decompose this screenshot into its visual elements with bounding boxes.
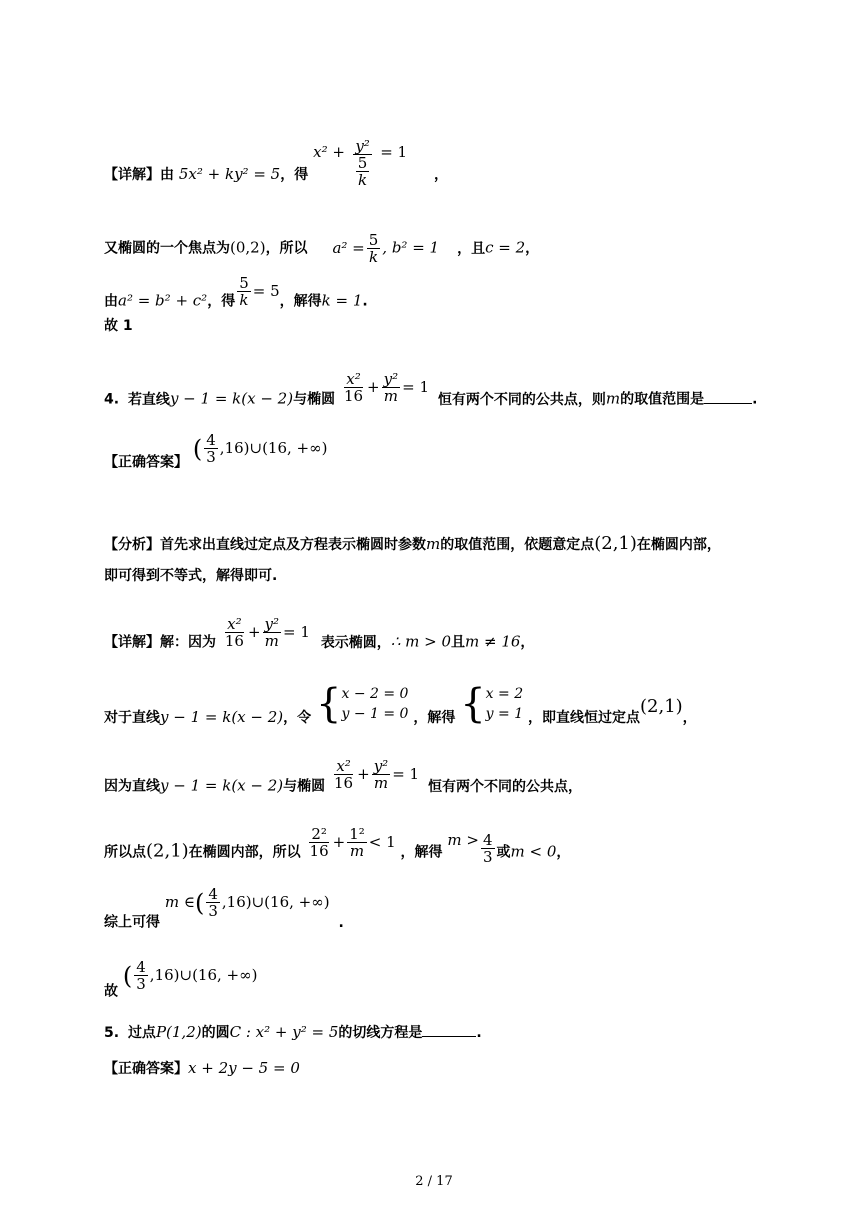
text: ， — [556, 844, 571, 861]
fraction: $\frac{5}{k}$ — [239, 274, 249, 309]
text: . — [338, 914, 344, 931]
text: 又椭圆的一个焦点为 — [104, 240, 230, 257]
text: 故 1 — [104, 318, 133, 334]
text: 且 — [451, 634, 465, 651]
text: ，得 — [280, 167, 309, 183]
answer-blank — [422, 1022, 476, 1037]
question-4: 4. 若直线y − 1 = k(x − 2)与椭圆 $\frac{\text{x²}}{16}$ + $\frac{\text{y²}}{m}$ = 1 恒有两个不同的公共点，则m的取值范围是 . — [104, 370, 758, 408]
detail-4-line-3: 因为直线y − 1 = k(x − 2)与椭圆 $\frac{\text{x²}}{16}$ + $\frac{\text{y²}}{m}$ = 1 恒有两个不同的公共点， — [104, 757, 582, 795]
text: 首先求出直线过定点及方程表示椭圆时参数 — [160, 537, 426, 553]
detail-line-1 — [104, 137, 448, 200]
text: ， — [433, 167, 448, 183]
text: 的取值范围是 — [620, 391, 705, 408]
equation: y − 1 = k(x − 2) — [160, 708, 284, 726]
equation: = 1 — [402, 377, 430, 396]
detail-4-line-1: 【详解】解：因为 $\frac{\text{x²}}{16}$ + $\frac{\text{y²}}{m}$ = 1 表示椭圆，∴ m > 0且m ≠ 16， — [104, 615, 535, 651]
equation: k = 1 — [321, 291, 363, 310]
text: 或 — [496, 844, 511, 861]
interval: ,16)∪(16, +∞) — [221, 892, 330, 911]
equation: a² = — [332, 238, 365, 257]
text: 对于直线 — [104, 710, 160, 726]
text: 与椭圆 — [283, 778, 326, 795]
text: 的切线方程是 — [338, 1025, 423, 1041]
text: 过点 — [127, 1025, 156, 1041]
equation: x − 2 = 0 — [341, 686, 409, 702]
detail-tag: 【详解】 — [104, 167, 160, 183]
text: 的取值范围，依题意定点 — [440, 537, 595, 553]
detail-4-line-2 — [104, 681, 697, 727]
text: ， — [525, 240, 540, 257]
text: ，所以 — [265, 240, 308, 257]
text: . — [476, 1025, 482, 1041]
variable: m — [605, 389, 621, 408]
detail-tag: 【详解】 — [104, 634, 160, 651]
text: ，且 — [457, 240, 486, 257]
text: ，令 — [283, 710, 312, 726]
text: 因为直线 — [104, 778, 160, 795]
point: (0,2) — [230, 238, 266, 257]
text: 由 — [160, 167, 174, 183]
point: (2,1) — [594, 533, 637, 554]
equation-system-1: { x − 2 = 0 y − 1 = 0 — [316, 681, 409, 727]
text: ，得 — [207, 293, 236, 310]
text: 的圆 — [201, 1025, 230, 1041]
equation: = 1 — [380, 143, 408, 161]
point: P(1,2) — [155, 1023, 202, 1041]
text: 与椭圆 — [293, 391, 336, 408]
equation: y − 1 = 0 — [341, 706, 409, 722]
text: ， — [682, 710, 697, 726]
text: ， — [520, 634, 535, 651]
equation: x = 2 — [485, 686, 524, 702]
page-number: 2 / 17 — [415, 1174, 453, 1189]
correct-answer-tag: 【正确答案】 — [104, 1061, 188, 1077]
analysis-tag: 【分析】 — [104, 537, 160, 553]
text: 表示椭圆， — [320, 634, 391, 651]
detail-4-line-4: 所以点(2,1)在椭圆内部，所以 $\frac{\text{2²}}{16}$ + $\frac{\text{1²}}{m}$ < 1 ，解得 m > $\frac{4}{3}$ 或m < 0， — [104, 825, 571, 866]
detail-4-line-5: 综上可得 m ∈( $\frac{4}{3}$ ,16)∪(16, +∞) . — [104, 885, 344, 931]
equation: m < 0 — [510, 842, 557, 861]
detail-line-2 — [104, 232, 539, 265]
equation: = 5 — [252, 281, 280, 300]
equation: ∴ m > 0 — [390, 632, 451, 651]
variable: m — [426, 535, 441, 553]
text: 所以点 — [104, 844, 146, 861]
equation: , b² = 1 — [382, 238, 440, 257]
equation: 5x² + ky² = 5 — [178, 165, 281, 183]
text: 由 — [104, 293, 118, 310]
fraction: $\frac{5}{k}$ — [368, 231, 379, 266]
text: 恒有两个不同的公共点，则 — [437, 391, 606, 408]
text: . — [362, 293, 368, 310]
text: ，解得 — [400, 844, 443, 861]
equation: m ≠ 16 — [465, 632, 521, 651]
equation-system-2: { x = 2 y = 1 — [460, 681, 524, 727]
text: 在椭圆内部，所以 — [188, 844, 301, 861]
question-5 — [104, 1022, 482, 1043]
text: 故 — [104, 983, 118, 1000]
equation: m > — [447, 830, 479, 849]
interval: ,16)∪(16, +∞) — [149, 965, 258, 984]
text: 综上可得 — [104, 914, 160, 931]
detail-4-line-6: 故 ( $\frac{4}{3}$ ,16)∪(16, +∞) — [104, 958, 258, 1000]
text: ，解得 — [413, 710, 456, 726]
equation: x² + — [313, 143, 345, 161]
question-number: 5. — [104, 1025, 120, 1041]
equation: y − 1 = k(x − 2) — [169, 389, 294, 408]
correct-answer-tag: 【正确答案】 — [104, 454, 188, 471]
equation: x + 2y − 5 = 0 — [188, 1059, 300, 1077]
point: (2,1) — [640, 696, 683, 717]
question-number: 4. — [104, 391, 120, 408]
text: . — [752, 391, 758, 408]
correct-answer-4: 【正确答案】 ( $\frac{4}{3}$ ,16)∪(16, +∞) — [104, 431, 328, 471]
detail-line-3 — [104, 274, 368, 318]
analysis-line-1 — [104, 534, 721, 555]
point: (2,1) — [146, 840, 189, 862]
equation: c = 2 — [485, 238, 526, 257]
text: ，解得 — [279, 293, 322, 310]
equation: y = 1 — [485, 706, 524, 722]
text: 解：因为 — [160, 634, 216, 651]
fraction: $\frac{\text{y²}}{m}$ — [383, 370, 399, 405]
text: 即可得到不等式，解得即可. — [104, 568, 278, 584]
equation: C : x² + y² = 5 — [229, 1023, 339, 1041]
text: 恒有两个不同的公共点， — [427, 778, 582, 795]
correct-answer-5 — [104, 1058, 300, 1079]
answer-blank — [704, 389, 752, 404]
text: 在椭圆内部， — [636, 537, 721, 553]
equation: m ∈ — [164, 892, 195, 911]
analysis-line-2 — [104, 566, 277, 586]
text: ，即直线恒过定点 — [528, 710, 640, 726]
equation: y − 1 = k(x − 2) — [160, 776, 284, 795]
text: 若直线 — [127, 391, 170, 408]
equation: a² = b² + c² — [118, 291, 208, 310]
fraction: $\frac{\text{y²}}{\frac{5}{k}}$ — [355, 137, 370, 189]
fraction: $\frac{\text{x²}}{16}$ — [343, 370, 364, 405]
answer-line — [104, 316, 133, 336]
interval: ,16)∪(16, +∞) — [219, 438, 328, 457]
